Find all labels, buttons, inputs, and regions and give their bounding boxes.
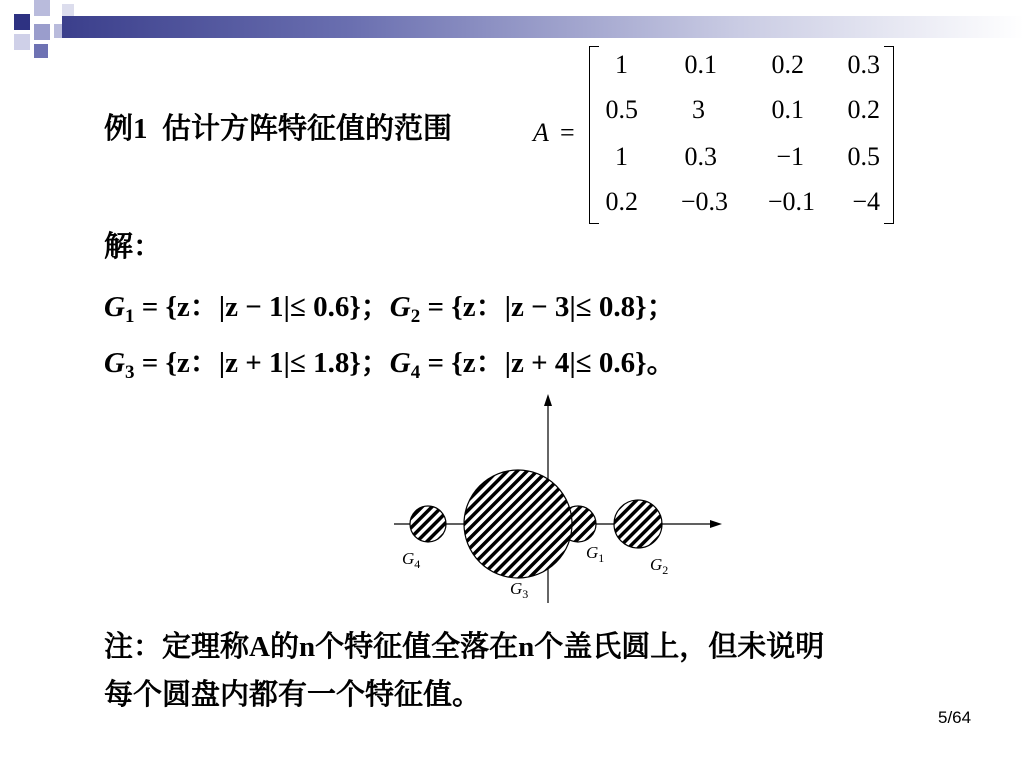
disc-definition: = {z：|z + 4|≤ 0.6}。 [420,347,676,379]
example-text: 估计方阵特征值的范围 [162,113,453,145]
page-number: 5/64 [938,708,972,727]
gershgorin-disc [410,506,446,542]
disc-label-subscript: 2 [662,563,669,577]
header-gradient-bar [62,16,1024,38]
decor-square-7 [62,4,74,16]
gershgorin-disc [464,470,572,578]
disc-subscript: 4 [410,362,421,383]
disc-label: $G_3$ [510,579,529,601]
matrix-cell: 0.2 [847,95,880,124]
gershgorin-disc-figure [380,388,740,610]
disc-subscript: 2 [410,306,421,327]
matrix-equals: = [560,118,575,147]
disc-label-subscript: 3 [522,587,529,601]
matrix-cell: 0.5 [847,142,880,171]
matrix-cell: 0.5 [605,95,638,124]
example-title [104,106,452,147]
disc-subscript: 3 [124,362,135,383]
decor-square-2 [34,0,50,16]
disc-definition: = {z：|z − 1|≤ 0.6}； [134,291,390,323]
disc-label: $G_1$ [586,543,605,565]
gershgorin-disc [614,500,662,548]
disc-subscript: 1 [124,306,135,327]
matrix-cell: 0.3 [684,142,717,171]
matrix-cell: 0.1 [771,95,804,124]
disc-name: G [389,347,411,379]
decor-square-5 [34,44,48,58]
disc-name: G [104,347,125,379]
matrix-cell: 0.3 [847,50,880,79]
disc-name: G [389,291,411,323]
disc-label: $G_4$ [402,549,421,571]
matrix-cell: 0.2 [605,187,638,216]
solution-label: 解： [104,231,163,263]
matrix-cell: −0.3 [680,187,728,216]
decor-square-4 [14,34,30,50]
matrix-cell: 3 [692,95,705,124]
matrix-right-bracket [884,46,894,224]
decor-square-3 [34,24,50,40]
decor-square-1 [14,14,30,30]
matrix-cell: 0.1 [684,50,717,79]
disc-label: $G_2$ [650,555,669,577]
example-prefix: 例1 [104,113,148,145]
note-line-2: 每个圆盘内都有一个特征值。 [104,679,482,711]
matrix-cell: −0.1 [767,187,815,216]
note-line-1: 注：定理称A的n个特征值全落在n个盖氏圆上，但未说明 [104,631,825,663]
disc-name: G [104,291,125,323]
matrix-cell: −4 [852,187,880,216]
disc-label-subscript: 1 [598,551,605,565]
matrix-cell: 1 [615,50,628,79]
matrix-cell: 0.2 [771,50,804,79]
disc-definition: = {z：|z + 1|≤ 1.8}； [134,347,390,379]
equation-line-1 [104,284,676,325]
matrix-cell: 1 [615,142,628,171]
disc-label-subscript: 4 [414,557,421,571]
matrix-cell: −1 [776,142,804,171]
real-axis-arrow [710,520,722,528]
equation-line-2 [104,340,676,381]
imaginary-axis-arrow [544,394,552,406]
disc-definition: = {z：|z − 3|≤ 0.8}； [420,291,676,323]
matrix-name: A [533,118,549,147]
